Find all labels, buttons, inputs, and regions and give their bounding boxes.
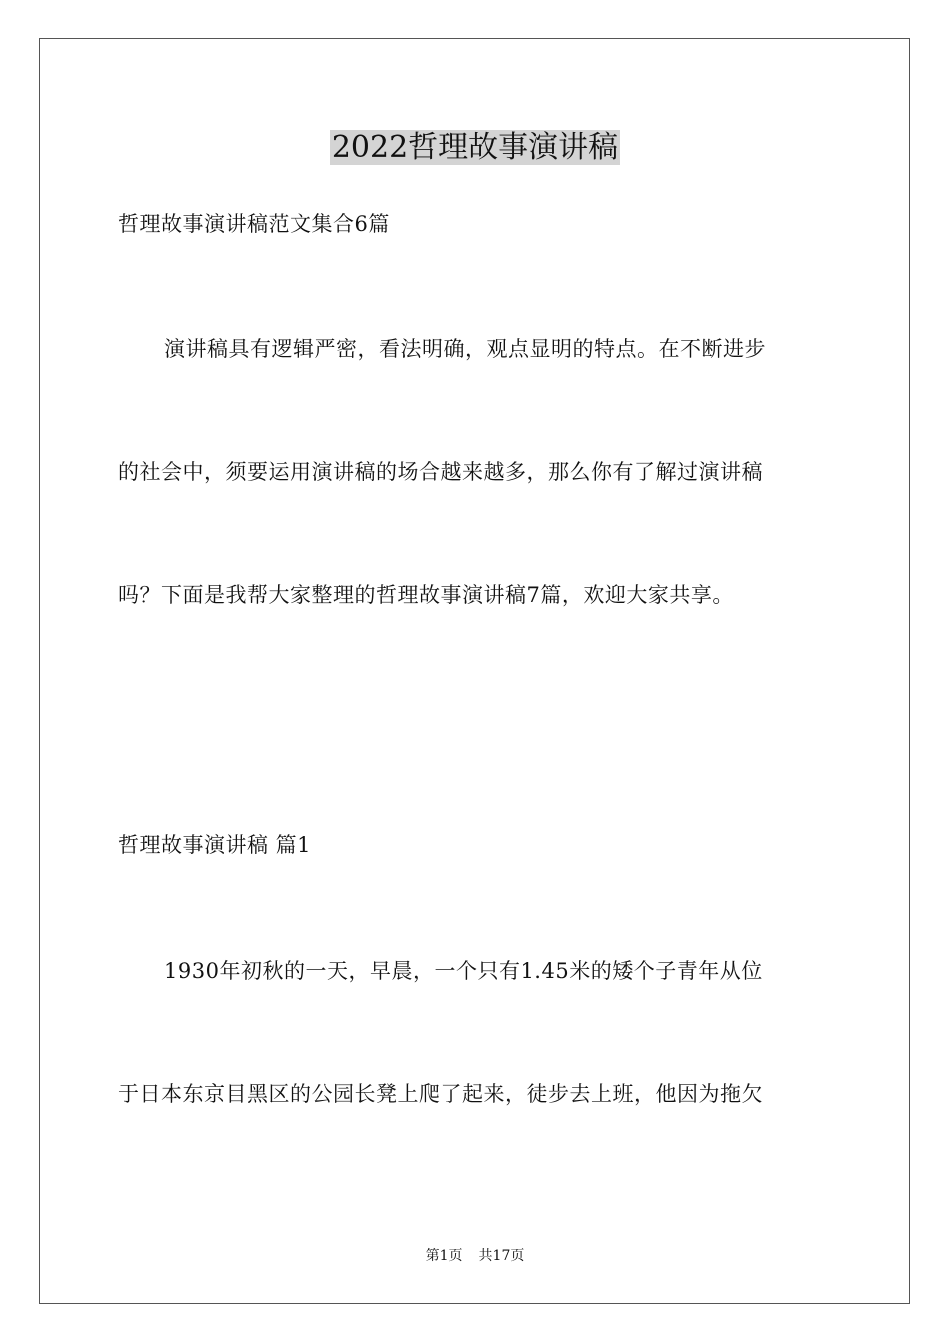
intro-line-1: 演讲稿具有逻辑严密，看法明确，观点显明的特点。在不断进步 bbox=[164, 337, 766, 361]
section-line-1: 1930年初秋的一天，早晨，一个只有1.45米的矮个子青年从位 bbox=[164, 959, 763, 983]
section-line-2: 于日本东京目黑区的公园长凳上爬了起来，徒步去上班，他因为拖欠 bbox=[118, 1082, 763, 1106]
intro-line-2: 的社会中，须要运用演讲稿的场合越来越多，那么你有了解过演讲稿 bbox=[118, 460, 763, 484]
document-title-text: 2022哲理故事演讲稿 bbox=[331, 130, 619, 165]
page-footer bbox=[0, 1246, 950, 1266]
section-heading: 哲理故事演讲稿 篇1 bbox=[118, 833, 312, 857]
document-title bbox=[0, 128, 950, 168]
document-subtitle: 哲理故事演讲稿范文集合6篇 bbox=[118, 212, 390, 236]
intro-line-3: 吗？下面是我帮大家整理的哲理故事演讲稿7篇，欢迎大家共享。 bbox=[118, 583, 734, 607]
page-total: 共17页 bbox=[478, 1248, 525, 1264]
page-number: 第1页 bbox=[425, 1248, 463, 1264]
